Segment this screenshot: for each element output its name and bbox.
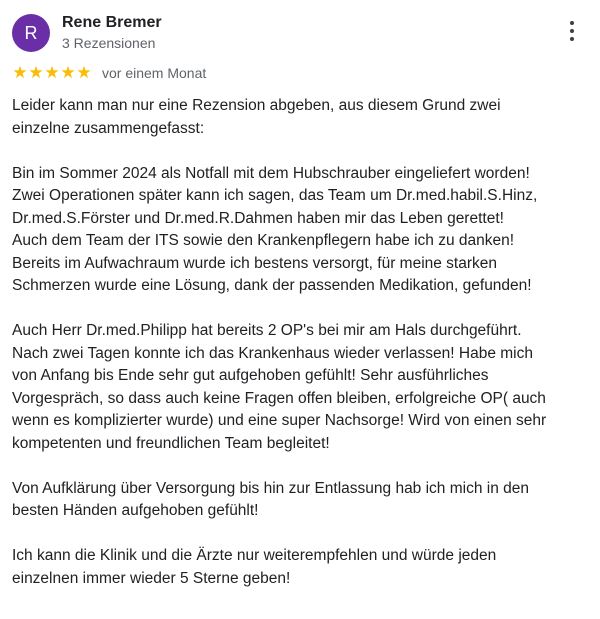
star-icon: ★ <box>76 63 92 82</box>
review-line: Auch Herr Dr.med.Philipp hat bereits 2 OP's bei mir am Hals durchgeführt. <box>12 322 522 339</box>
review-line: Nach zwei Tagen konnte ich das Krankenhaus wieder verlassen! Habe mich <box>12 344 533 362</box>
review-line: Leider kann man nur eine Rezension abgeben, aus diesem Grund zwei <box>12 97 501 114</box>
menu-dot <box>570 37 574 41</box>
review-paragraph <box>12 545 582 590</box>
menu-dot <box>570 29 574 33</box>
review-line: einzelnen immer wieder 5 Sterne geben! <box>12 569 291 587</box>
review-line: besten Händen aufgehoben gefühlt! <box>12 502 259 519</box>
star-rating <box>12 63 92 83</box>
review-line: Dr.med.S.Förster und Dr.med.R.Dahmen haben mir das Leben gerettet! <box>12 209 504 227</box>
review-paragraph <box>12 478 582 523</box>
avatar[interactable]: R <box>12 14 50 52</box>
review-line: Bin im Sommer 2024 als Notfall mit dem Hubschrauber eingeliefert worden! <box>12 164 530 182</box>
review-line: Vorgespräch, so dass auch keine Fragen offen bleiben, erfolgreiche OP( auch <box>12 389 546 407</box>
review-count: 3 Rezensionen <box>62 35 156 51</box>
review-line: Von Aufklärung über Versorgung bis hin zur Entlassung hab ich mich in den <box>12 479 529 497</box>
review-line: kompetenten und freundlichen Team begleitet! <box>12 434 330 452</box>
star-icon: ★ <box>60 63 76 82</box>
review-line: Zwei Operationen später kann ich sagen, das Team um Dr.med.habil.S.Hinz, <box>12 187 538 204</box>
review-line: von Anfang bis Ende sehr gut aufgehoben gefühlt! Sehr ausführliches <box>12 367 489 384</box>
review-header <box>12 13 588 53</box>
review-line: einzelne zusammengefasst: <box>12 119 205 137</box>
star-icon: ★ <box>44 63 60 82</box>
review-paragraph <box>12 320 582 455</box>
review-paragraph <box>12 95 582 140</box>
review-line: Ich kann die Klinik und die Ärzte nur weiterempfehlen und würde jeden <box>12 547 497 564</box>
review-line: Auch dem Team der ITS sowie den Krankenpflegern habe ich zu danken! <box>12 232 515 249</box>
review-line: wenn es komplizierter wurde) und eine super Nachsorge! Wird von einen sehr <box>12 412 547 429</box>
review-line: Bereits im Aufwachraum wurde ich bestens versorgt, für meine starken <box>12 254 498 272</box>
review-time: vor einem Monat <box>102 65 207 81</box>
review-paragraph <box>12 163 582 298</box>
author-name[interactable]: Rene Bremer <box>62 14 162 31</box>
star-icon: ★ <box>12 63 28 82</box>
review-text <box>12 95 582 613</box>
review-line: Schmerzen wurde eine Lösung, dank der passenden Medikation, gefunden! <box>12 277 532 294</box>
menu-dot <box>570 21 574 25</box>
rating-row <box>12 63 206 83</box>
more-vert-icon[interactable] <box>566 21 578 45</box>
star-icon: ★ <box>28 63 44 82</box>
